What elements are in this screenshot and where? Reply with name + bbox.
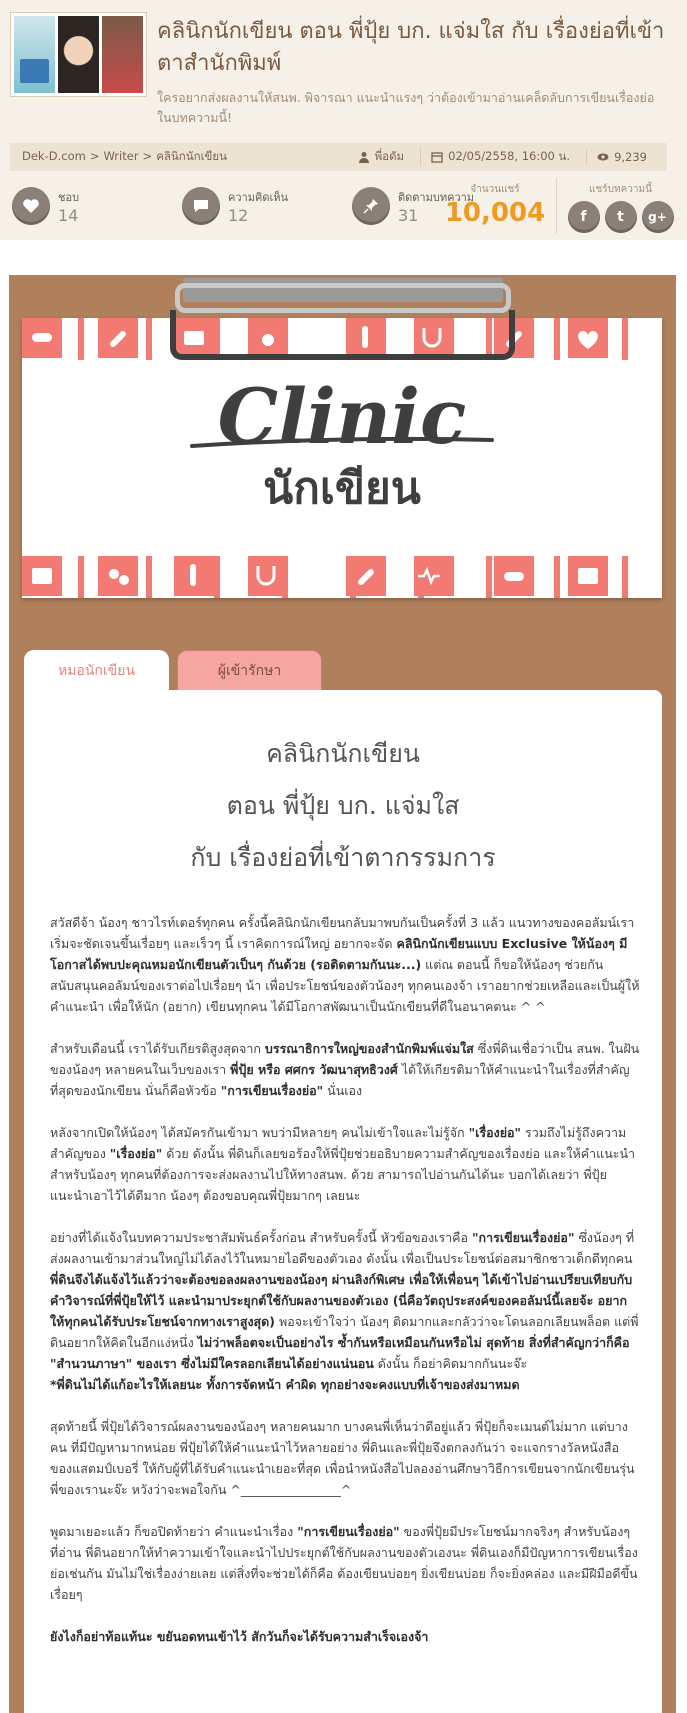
info-bar <box>10 143 667 171</box>
article-body <box>50 912 640 1668</box>
clipboard-clip-ring <box>175 283 511 313</box>
thumbnail-book-cover <box>14 16 55 93</box>
share-count: 10,004 <box>444 198 546 228</box>
author-name[interactable]: พี่อดัม <box>374 149 405 163</box>
paragraph-prize: สุดท้ายนี้ พี่ปุ้ยได้วิจารณ์ผลงานของน้องๆ หลายคนมาก บางคนพี่เห็นว่าดีอยู่แล้ว พี่ปุ้ยก็จะเมนต์ไม่มาก แต่บางคน ที่มีปัญหามากหน่อย พี่ปุ้ยได้ให้คำแนะนำไว้หลายอย่าง พี่ดินและพี่ปุ้ยจึงตกลงกันว่า จะแจกรางวัลหนังสือของแสตมป์เบอรี่ ให้กับผู้ที่ได้รับคำแนะนำเยอะที่สุด เพื่อนำหนังสือไปลองอ่านศึกษาวิธีการเขียนจากนักเขียนรุ่นพี่ของเรานะจ๊ะ หวังว่าจะพอใจกัน ^________________^ <box>50 1419 635 1497</box>
clipboard-clip-base <box>170 310 515 360</box>
banner-artwork <box>22 318 662 598</box>
tab-patient[interactable]: ผู้เข้ารักษา <box>177 650 322 692</box>
like-button[interactable] <box>12 187 50 225</box>
calendar-icon <box>431 151 443 163</box>
heart-icon <box>22 198 40 214</box>
breadcrumb <box>10 148 348 166</box>
facebook-share-button[interactable]: f <box>568 201 600 233</box>
share-label: แชร์บทความนี้ <box>589 184 652 195</box>
content-heading-line3: กับ เรื่องย่อที่เข้าตากรรมการ <box>190 843 496 872</box>
breadcrumb-writer[interactable]: Writer <box>103 149 139 163</box>
like-count: 14 <box>58 205 79 225</box>
user-icon <box>358 151 370 163</box>
paragraph-intro: สวัสดีจ้า น้องๆ ชาวไรท์เตอร์ทุกคน ครั้งนี้คลินิกนักเขียนกลับมาพบกันเป็นครั้งที่ 3 แล้ว แนวทางของคอลัมน์เราเริ่มจะชัดเจนขึ้นเรื่อยๆ และเร็วๆ นี้ เราคิดการณ์ใหญ่ อยากจะจัด คลินิกนักเขียนแบบ Exclusive ให้น้องๆ มีโอกาสได้พบปะคุณหมอนักเขียนตัวเป็นๆ กันด้วย (รอติดตามกันนะ...) แต่ณ ตอนนี้ ก็ขอให้น้องๆ ช่วยกันสนับสนุนคอลัมน์ของเราต่อไปเรื่อยๆ น้า เพื่อประโยชน์ของตัวน้องๆ ทุกคนเองจ้า เราอยากช่วยเหลือและเป็นผู้ให้คำแนะนำ เพื่อให้นัก (อยาก) เขียนทุกคน ได้มีโอกาสพัฒนาเป็นนักเขียนที่ดีในอนาคตนะ ^ ^ <box>50 915 640 1014</box>
comment-label: ความคิดเห็น <box>228 190 288 204</box>
follow-label: ติดตามบทความ <box>398 190 475 204</box>
follow-count: 31 <box>398 205 419 225</box>
article-thumbnail[interactable] <box>10 12 147 97</box>
tab-doctor[interactable]: หมอนักเขียน <box>24 650 169 692</box>
breadcrumb-home[interactable]: Dek-D.com <box>22 149 86 163</box>
clinic-banner <box>22 318 662 598</box>
publish-date: 02/05/2558, 16:00 น. <box>448 149 571 163</box>
content-heading-line1: คลินิกนักเขียน <box>266 739 420 768</box>
follow-button[interactable] <box>352 187 390 225</box>
clinic-logo <box>192 372 492 514</box>
eye-icon <box>597 151 609 163</box>
date-meta <box>420 148 580 166</box>
content-heading-line2: ตอน พี่ปุ้ย บก. แจ่มใส <box>226 791 460 820</box>
logo-clinic-text: Clinic <box>217 372 467 461</box>
views-meta <box>586 150 657 164</box>
share-count-label: จำนวนแชร์ <box>470 184 520 195</box>
twitter-share-button[interactable]: t <box>605 201 637 233</box>
comment-button[interactable] <box>182 187 220 225</box>
article-title: คลินิกนักเขียน ตอน พี่ปุ้ย บก. แจ่มใส กับ เรื่องย่อที่เข้าตาสำนักพิมพ์ <box>157 19 665 76</box>
breadcrumb-separator: > <box>89 149 100 163</box>
share-buttons <box>556 178 684 234</box>
paragraph-closing: พูดมาเยอะแล้ว ก็ขอปิดท้ายว่า คำแนะนำเรื่อง "การเขียนเรื่องย่อ" ของพี่ปุ้ยมีประโยชน์มากจริงๆ สำหรับน้องๆ ที่อ่าน พี่ดินอยากให้ทำความเข้าใจและนำไปประยุกต์ใช้กับผลงานของตัวเองนะ พี่ดินเองก็มีปัญหาการเขียนเรื่องย่อเช่นกัน มันไม่ใช่เรื่องง่ายเลย แต่สิ่งที่จะช่วยได้ก็คือ ต้องเขียนบ่อยๆ ยิ่งเขียนบ่อย ก็จะยิ่งคล่อง และมีฝีมือดีขึ้นเรื่อยๆ <box>50 1524 638 1602</box>
paragraph-synopsis: หลังจากเปิดให้น้องๆ ได้สมัครกันเข้ามา พบว่ามีหลายๆ คนไม่เข้าใจและไม่รู้จัก "เรื่องย่อ" รวมถึงไม่รู้ถึงความสำคัญของ "เรื่องย่อ" ด้วย ดังนั้น พี่ดินก็เลยขอร้องให้พี่ปุ้ยช่วยอธิบายความสำคัญของเรื่องย่อ และให้คำแนะนำสำหรับน้องๆ ทุกคนที่ต้องการจะส่งผลงานไปให้ทางสนพ. ด้วย สามารถไปอ่านกันได้นะ บอกได้เลยว่า พี่ปุ้ยแนะนำเอาไว้ได้ดีมาก น้องๆ ต้องขอบคุณพี่ปุ้ยมากๆ เลยนะ <box>50 1125 636 1203</box>
article-header <box>0 0 687 240</box>
author-meta <box>348 148 415 166</box>
article-subtitle: ใครอยากส่งผลงานให้สนพ. พิจารณา แนะนำแรงๆ ว่าต้องเข้ามาอ่านเคล็ดลับการเขียนเรื่องย่อในบทความนี้! <box>157 90 655 125</box>
like-label: ชอบ <box>58 190 80 204</box>
paragraph-encourage: ยังไงก็อย่าท้อแท้นะ ขยันอดทนเข้าไว้ สักวันก็จะได้รับความสำเร็จเองจ้า <box>50 1629 429 1644</box>
thumbnail-portrait <box>58 16 99 93</box>
article-meta <box>348 148 667 166</box>
paragraph-topic: อย่างที่ได้แจ้งในบทความประชาสัมพันธ์ครั้งก่อน สำหรับครั้งนี้ หัวข้อของเราคือ "การเขียนเรื่องย่อ" ซึ่งน้องๆ ที่ส่งผลงานเข้ามาส่วนใหญ่ไม่ได้ลงไว้ในหมายไอดีของตัวเอง ดังนั้น เพื่อเป็นประโยชน์ต่อสมาชิกชาวเด็กดีทุกคน พี่ดินจึงได้แจ้งไว้แล้วว่าจะต้องขอลงผลงานของน้องๆ ผ่านลิงก์พิเศษ เพื่อให้เพื่อนๆ ได้เข้าไปอ่านเปรียบเทียบกับคำวิจารณ์ที่พี่ปุ้ยให้ไว้ และนำมาประยุกต์ใช้กับผลงานของตัวเอง (นี่คือวัตถุประสงค์ของคอลัมน์นี้เลยจ้ะ อยากให้ทุกคนได้รับประโยชน์จากทางเราสูงสุด) พอจะเข้าใจว่า น้องๆ ติดมากและกลัวว่าจะโดนลอกเลียนพล็อต แต่พี่ดินอยากให้คิดในอีกแง่หนึ่ง ไม่ว่าพล็อตจะเป็นอย่างไร ซ้ำกันหรือเหมือนกันหรือไม่ สุดท้าย สิ่งที่สำคัญกว่าก็คือ "สำนวนภาษา" ของเรา ซึ่งไม่มีใครลอกเลียนได้อย่างแน่นอน ดังนั้น ก็อย่าคิดมากกันนะจ๊ะ *พี่ดินไม่ได้แก้อะไรให้เลยนะ ทั้งการจัดหน้า คำผิด ทุกอย่างจะคงแบบที่เจ้าของส่งมาหมด <box>50 1230 639 1392</box>
pin-icon <box>363 198 379 214</box>
logo-writer-text: นักเขียน <box>263 463 421 514</box>
comment-icon <box>192 198 210 214</box>
paragraph-guest: สำหรับเดือนนี้ เราได้รับเกียรติสูงสุดจาก บรรณาธิการใหญ่ของสำนักพิมพ์แจ่มใส ซึ่งพี่ดินเชื่อว่าเป็น สนพ. ในฝันของน้องๆ หลายคนในเว็บของเรา พี่ปุ้ย หรือ ศศกร วัฒนาสุทธิวงศ์ ได้ให้เกียรติมาให้คำแนะนำในเรื่องที่สำคัญที่สุดของนักเขียน นั่นก็คือหัวข้อ "การเขียนเรื่องย่อ" นั่นเอง <box>50 1041 640 1098</box>
google-plus-share-button[interactable]: g+ <box>642 201 674 233</box>
breadcrumb-separator: > <box>142 149 153 163</box>
share-count-box <box>440 172 550 229</box>
thumbnail-photo <box>102 16 143 93</box>
stats-row <box>0 172 687 240</box>
view-count: 9,239 <box>614 150 647 164</box>
comment-count: 12 <box>228 205 249 225</box>
like-stat[interactable] <box>12 187 182 225</box>
breadcrumb-clinic[interactable]: คลินิกนักเขียน <box>156 149 227 163</box>
content-heading <box>24 728 662 884</box>
article-content <box>24 690 662 1713</box>
comment-stat[interactable] <box>182 187 352 225</box>
